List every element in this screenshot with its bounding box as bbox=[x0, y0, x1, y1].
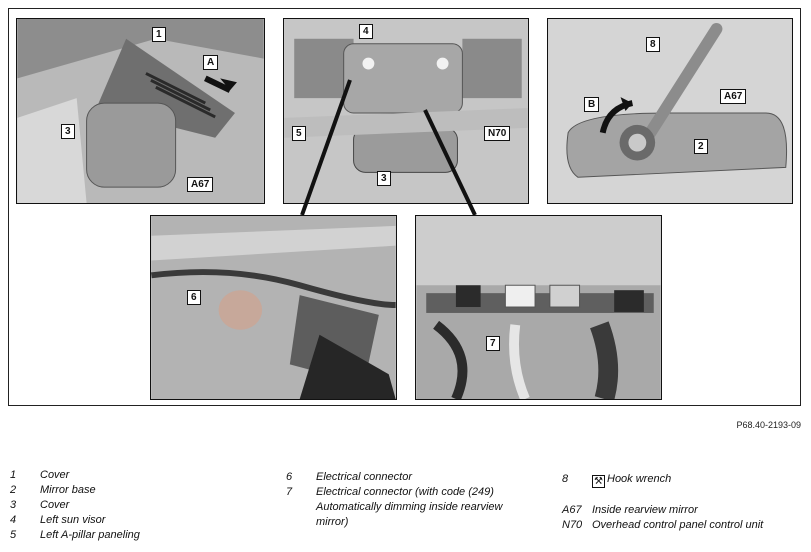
callout-2: 2 bbox=[694, 139, 708, 154]
photo-connector-7 bbox=[415, 215, 662, 400]
legend-item: 4 Left sun visor bbox=[10, 514, 106, 526]
callout-1: 1 bbox=[152, 27, 166, 42]
wrench-icon: ⚒ bbox=[592, 475, 605, 488]
legend-item: 3 Cover bbox=[10, 499, 70, 511]
legend-item: 6 Electrical connector bbox=[286, 471, 412, 483]
callout-6: 6 bbox=[187, 290, 201, 305]
photo-connector-6-drawing bbox=[151, 216, 396, 399]
legend-column-2 bbox=[286, 470, 546, 530]
legend-item: 5 Left A-pillar paneling bbox=[10, 529, 140, 541]
callout-a: A bbox=[203, 55, 218, 70]
photo-mirror-base bbox=[547, 18, 793, 204]
figure-reference: P68.40-2193-09 bbox=[736, 420, 801, 430]
legend-item: N70 Overhead control panel control unit bbox=[562, 519, 764, 531]
callout-a67b: A67 bbox=[720, 89, 746, 104]
legend-item: 7 Electrical connector (with code (249) Automatically dimming inside rearview mirror) bbox=[286, 486, 503, 528]
legend-item: 1 Cover bbox=[10, 469, 70, 481]
callout-b: B bbox=[584, 97, 599, 112]
callout-8: 8 bbox=[646, 37, 660, 52]
callout-7: 7 bbox=[486, 336, 500, 351]
callout-n70: N70 bbox=[484, 126, 510, 141]
photo-overhead-panel bbox=[283, 18, 529, 204]
legend-column-3 bbox=[562, 472, 802, 533]
legend-item: 2 Mirror base bbox=[10, 484, 96, 496]
callout-5: 5 bbox=[292, 126, 306, 141]
legend-column-1 bbox=[10, 468, 250, 543]
callout-a67: A67 bbox=[187, 177, 213, 192]
photo-mirror-cover-drawing bbox=[17, 19, 264, 203]
photo-mirror-cover bbox=[16, 18, 265, 204]
photo-overhead-panel-drawing bbox=[284, 19, 528, 203]
callout-3b: 3 bbox=[377, 171, 391, 186]
legend-item: A67 Inside rearview mirror bbox=[562, 504, 698, 516]
photo-connector-7-drawing bbox=[416, 216, 661, 399]
photo-connector-6 bbox=[150, 215, 397, 400]
legend-item: 8 ⚒ Hook wrench bbox=[562, 473, 672, 487]
callout-4: 4 bbox=[359, 24, 373, 39]
callout-3: 3 bbox=[61, 124, 75, 139]
